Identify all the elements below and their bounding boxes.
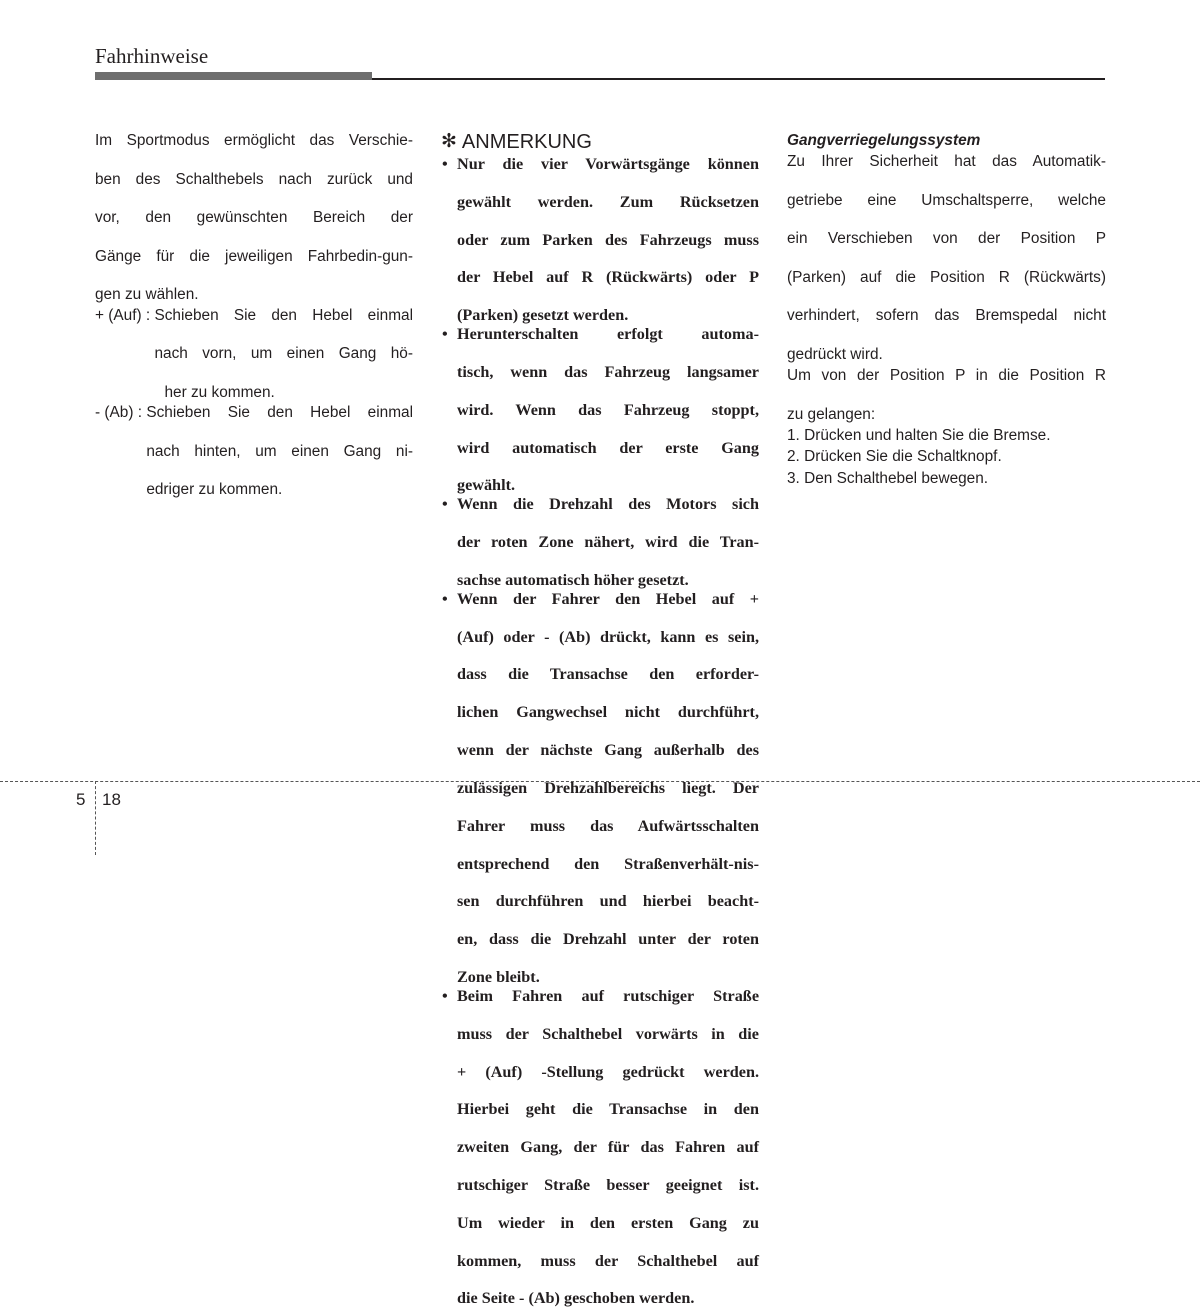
note-line: kommen, muss der Schalthebel auf <box>457 1251 759 1270</box>
note-line: Nur die vier Vorwärtsgänge können <box>457 155 759 173</box>
note-line: zulässigen Drehzahlbereichs liegt. Der <box>457 778 759 797</box>
note-line: Herunterschalten erfolgt automa- <box>457 325 759 344</box>
note-title: ANMERKUNG <box>461 131 592 153</box>
paragraph-line: getriebe eine Umschaltsperre, welche <box>787 191 1106 209</box>
right-column <box>787 131 1106 490</box>
note-line: gewählt werden. Zum Rücksetzen <box>457 192 759 211</box>
note-item: • Wenn der Fahrer den Hebel auf + (Auf) oder - (Ab) drückt, kann es sein, dass die Transachse den erforder- lichen Gangwechsel nicht durchführt, wenn der nächste Gang außerhalb des zulässigen Drehzahlbereichs liegt. Der Fahrer muss das Aufwärtsschalten entsprechend den Straßenverhält-nis- sen durchführen und hierbei beacht- en, dass die Drehzahl unter der roten Zone bleibt. <box>442 589 759 986</box>
paragraph-line: (Parken) auf die Position R (Rückwärts) <box>787 268 1106 286</box>
note-line: en, dass die Drehzahl unter der roten <box>457 930 759 949</box>
paragraph-line: ein Verschieben von der Position P <box>787 230 1106 248</box>
paragraph-line: gedrückt wird. <box>787 345 883 363</box>
intro-line: Im Sportmodus ermöglicht das Verschie- <box>95 132 413 149</box>
definition-line: her zu kommen. <box>164 383 275 401</box>
note-line: wenn der nächste Gang außerhalb des <box>457 741 759 760</box>
intro-line: Gänge für die jeweiligen Fahrbedin-gun- <box>95 247 413 265</box>
page-number: 18 <box>102 790 121 809</box>
note-line: (Parken) gesetzt werden. <box>457 306 629 325</box>
intro-line: gen zu wählen. <box>95 286 199 304</box>
note-line: tisch, wenn das Fahrzeug langsamer <box>457 362 759 381</box>
definition-line: edriger zu kommen. <box>146 481 283 499</box>
intro-line: vor, den gewünschten Bereich der <box>95 209 413 227</box>
note-heading <box>441 131 759 153</box>
note-line: zweiten Gang, der für das Fahren auf <box>457 1138 759 1157</box>
header-rule-thick <box>95 72 372 80</box>
left-column <box>95 131 413 500</box>
definition-description <box>154 306 413 402</box>
note-line: Um wieder in den ersten Gang zu <box>457 1213 759 1232</box>
paragraph-line: zu gelangen: <box>787 405 876 423</box>
note-line: die Seite - (Ab) geschoben werden. <box>457 1289 695 1308</box>
note-line: gewählt. <box>457 476 515 495</box>
note-line: Wenn der Fahrer den Hebel auf + <box>457 589 759 608</box>
definition-line: Schieben Sie den Hebel einmal <box>154 306 413 324</box>
note-line: (Auf) oder - (Ab) drückt, kann es sein, <box>457 627 759 646</box>
note-line: lichen Gangwechsel nicht durchführt, <box>457 703 759 722</box>
paragraph-line: Zu Ihrer Sicherheit hat das Automatik- <box>787 153 1106 170</box>
definition-term: - (Ab) : <box>95 404 147 422</box>
step-item: 2. Drücken Sie die Schaltknopf. <box>787 448 1002 466</box>
lock-paragraph <box>787 152 1106 364</box>
step-item: 1. Drücken und halten Sie die Bremse. <box>787 427 1051 445</box>
definition-line: Schieben Sie den Hebel einmal <box>146 404 413 422</box>
note-line: der roten Zone nähert, wird die Tran- <box>457 533 759 552</box>
definition-up <box>95 306 413 402</box>
definition-down <box>95 403 413 499</box>
note-line: entsprechend den Straßenverhält-nis- <box>457 854 759 873</box>
header-rule-thin <box>372 78 1105 80</box>
definition-line: nach hinten, um einen Gang ni- <box>146 442 413 460</box>
paragraph-line: verhindert, sofern das Bremspedal nicht <box>787 307 1106 325</box>
footer-vertical-divider <box>95 781 96 855</box>
note-line: rutschiger Straße besser geeignet ist. <box>457 1175 759 1194</box>
definition-line: nach vorn, um einen Gang hö- <box>154 345 413 363</box>
chapter-number: 5 <box>76 790 86 809</box>
intro-paragraph <box>95 131 413 305</box>
note-line: dass die Transachse den erforder- <box>457 665 759 684</box>
note-line: Zone bleibt. <box>457 967 540 986</box>
note-item: • Herunterschalten erfolgt automa- tisch, wenn das Fahrzeug langsamer wird. Wenn das Fahrzeug stoppt, wird automatisch der erste Gang gewählt. <box>442 325 759 495</box>
note-line: Fahrer muss das Aufwärtsschalten <box>457 816 759 835</box>
intro-line: ben des Schalthebels nach zurück und <box>95 170 413 188</box>
steps-list <box>787 426 1106 488</box>
note-line: oder zum Parken des Fahrzeugs muss <box>457 230 759 249</box>
note-line: Beim Fahren auf rutschiger Straße <box>457 986 759 1005</box>
note-line: muss der Schalthebel vorwärts in die <box>457 1024 759 1043</box>
note-line: wird. Wenn das Fahrzeug stoppt, <box>457 400 759 419</box>
note-line: Hierbei geht die Transachse in den <box>457 1100 759 1119</box>
note-line: Wenn die Drehzahl des Motors sich <box>457 495 759 514</box>
note-item: • Beim Fahren auf rutschiger Straße muss der Schalthebel vorwärts in die + (Auf) -Stellung gedrückt werden. Hierbei geht die Transachse in den zweiten Gang, der für das Fahren auf rutschiger Straße besser geeignet ist. Um wieder in den ersten Gang zu kommen, muss der Schalthebel auf die Seite - (Ab) geschoben werden. <box>442 986 759 1308</box>
note-line: sachse automatisch höher gesetzt. <box>457 570 689 589</box>
note-item: • Nur die vier Vorwärtsgänge können gewählt werden. Zum Rücksetzen oder zum Parken des Fahrzeugs muss der Hebel auf R (Rückwärts) oder P (Parken) gesetzt werden. <box>442 155 759 325</box>
page-header-title: Fahrhinweise <box>95 44 209 68</box>
note-line: sen durchführen und hierbei beacht- <box>457 892 759 911</box>
footer-divider <box>0 781 1200 782</box>
note-column <box>441 131 759 1308</box>
definition-term: + (Auf) : <box>95 306 155 324</box>
definition-description <box>146 403 413 499</box>
note-line: wird automatisch der erste Gang <box>457 438 759 457</box>
step-item: 3. Den Schalthebel bewegen. <box>787 469 989 487</box>
paragraph-line: Um von der Position P in die Position R <box>787 367 1106 385</box>
asterisk-icon: ✻ <box>441 131 457 152</box>
instruction-paragraph <box>787 366 1106 424</box>
note-list <box>441 155 759 1308</box>
section-title: Gangverriegelungssystem <box>787 132 981 149</box>
note-item: • Wenn die Drehzahl des Motors sich der roten Zone nähert, wird die Tran- sachse automatisch höher gesetzt. <box>442 495 759 589</box>
note-line: + (Auf) -Stellung gedrückt werden. <box>457 1062 759 1081</box>
note-line: der Hebel auf R (Rückwärts) oder P <box>457 268 759 287</box>
